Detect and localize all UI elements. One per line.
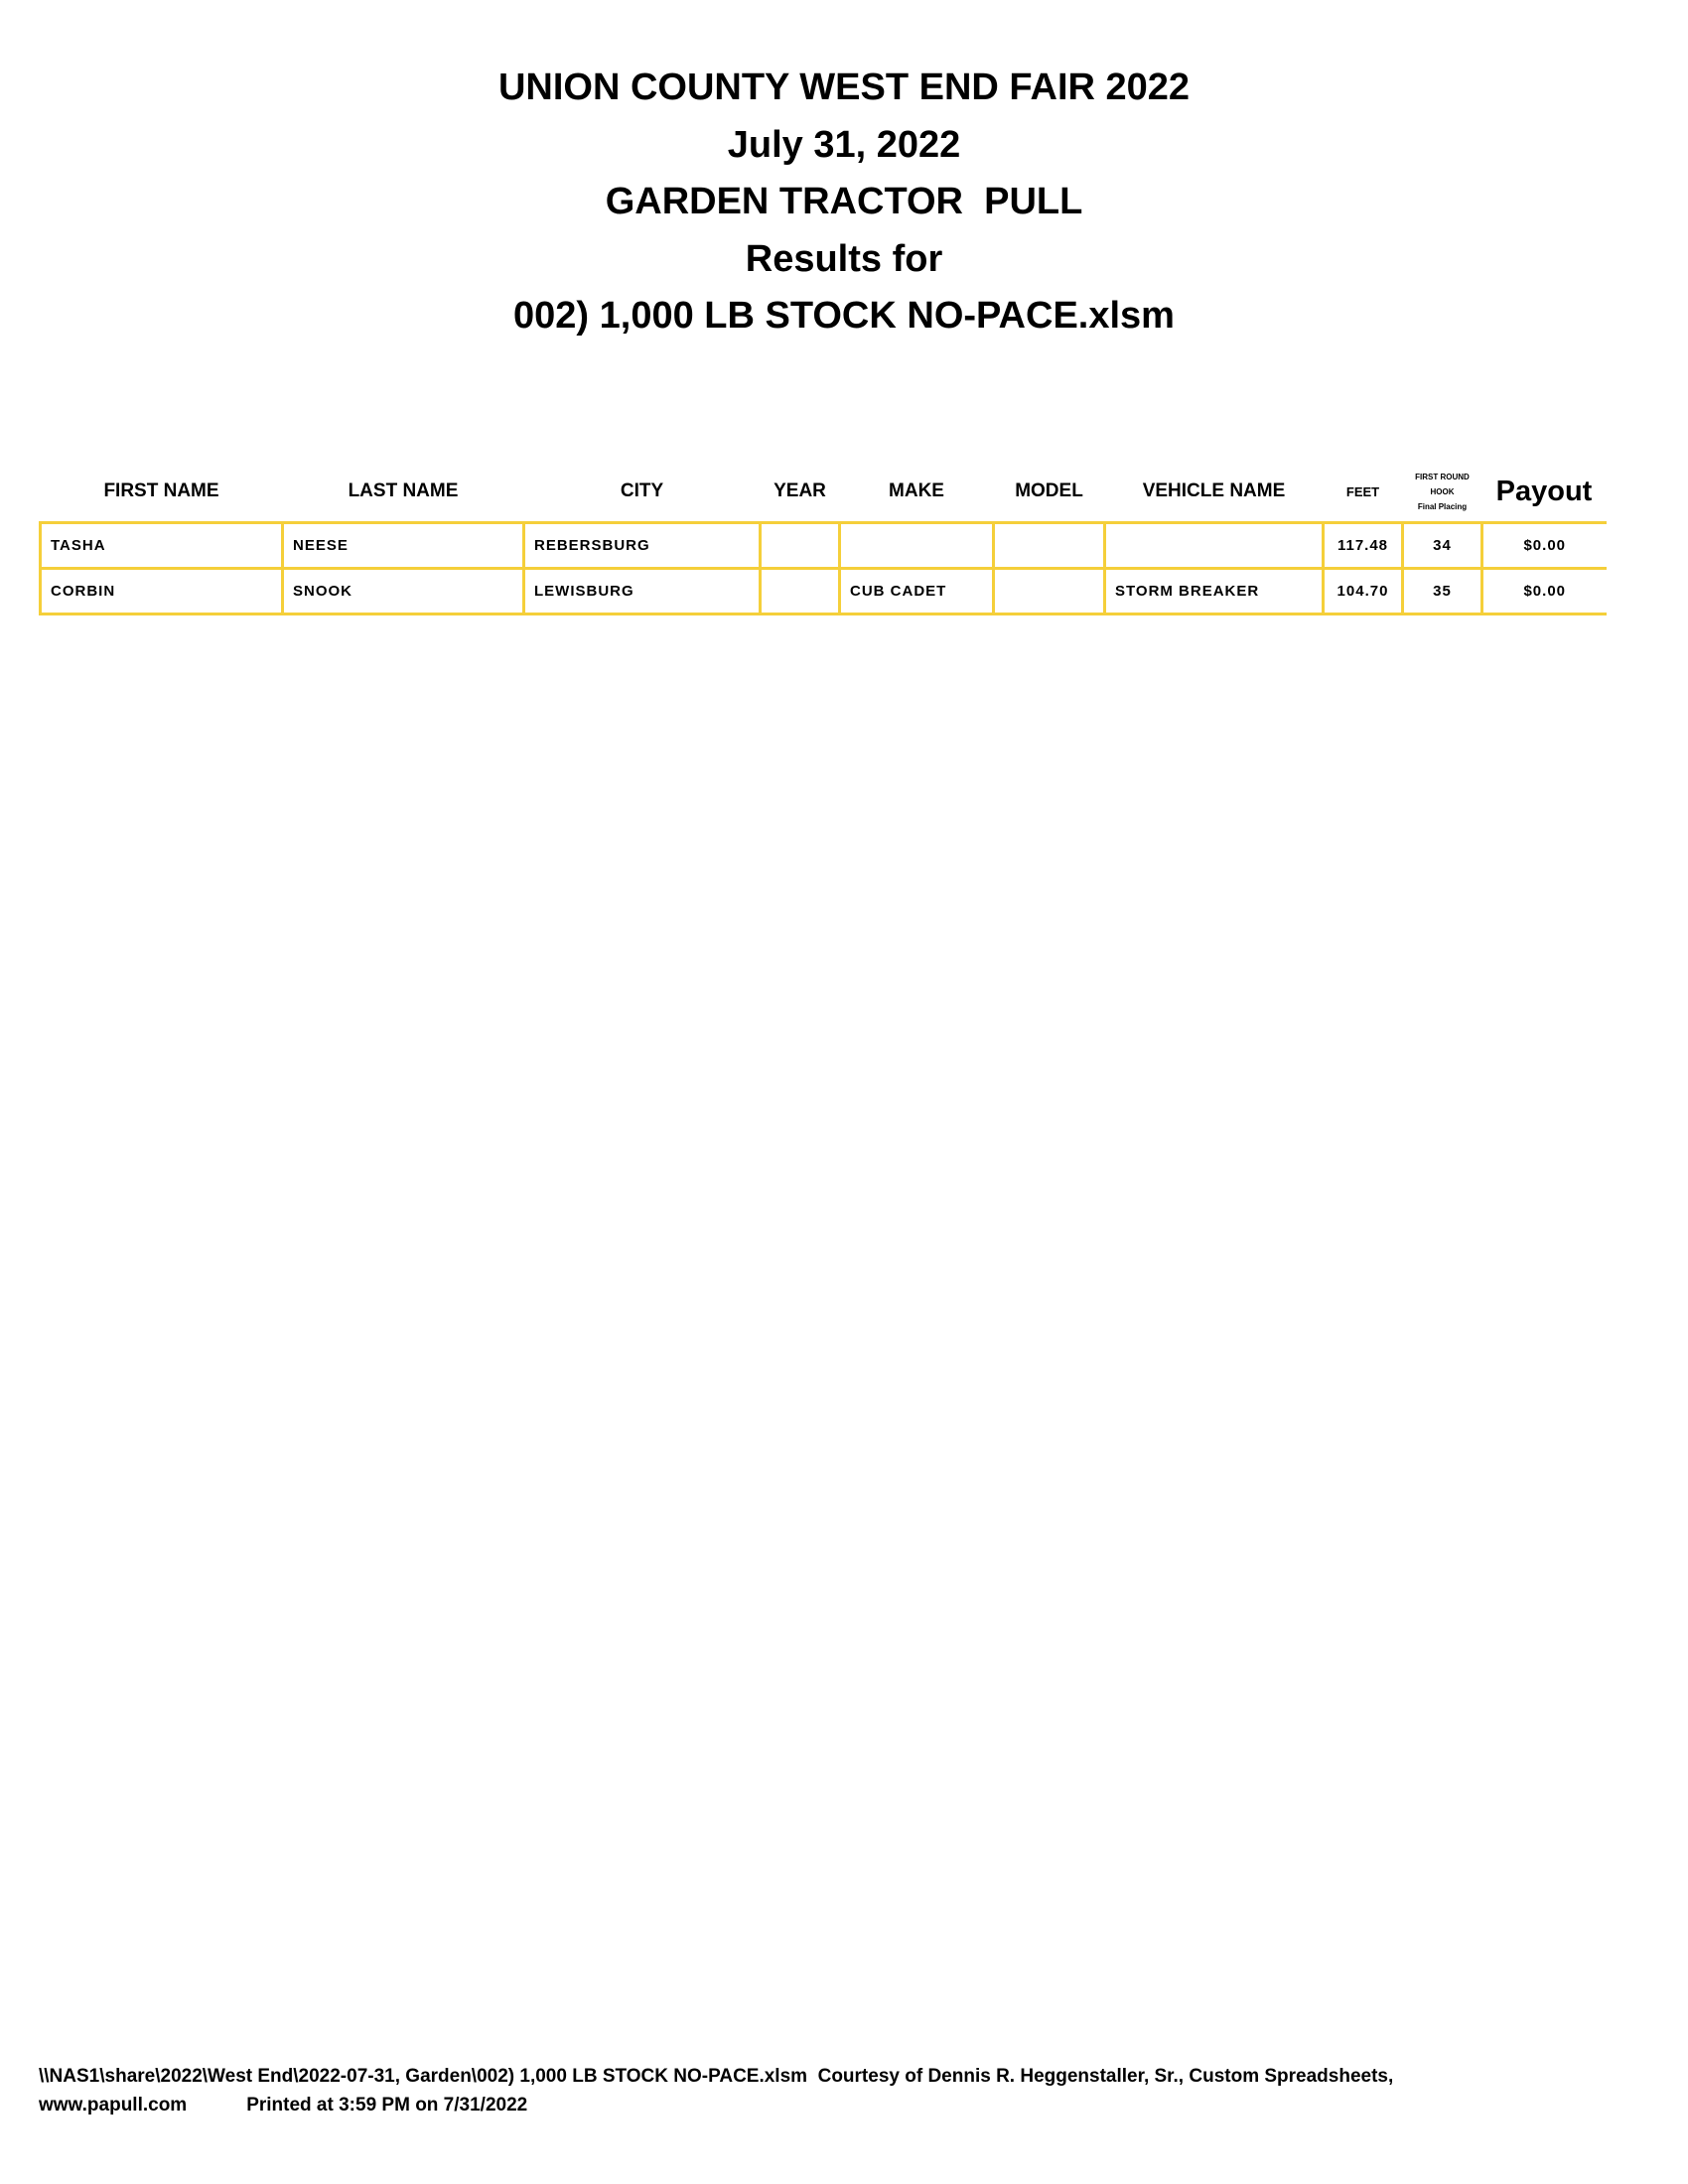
report-header — [0, 60, 1688, 345]
header-first-name: FIRST NAME — [103, 480, 219, 501]
cell-city: REBERSBURG — [524, 523, 761, 569]
event-name: GARDEN TRACTOR PULL — [605, 181, 1083, 222]
results-for-label: Results for — [745, 237, 943, 280]
footer-printed-timestamp: Printed at 3:59 PM on 7/31/2022 — [246, 2095, 528, 2116]
cell-year — [761, 569, 840, 614]
fair-title: UNION COUNTY WEST END FAIR 2022 — [497, 67, 1191, 108]
cell-last-name: SNOOK — [283, 569, 524, 614]
cell-model — [994, 523, 1105, 569]
cell-make — [840, 523, 994, 569]
header-vehicle-name: VEHICLE NAME — [1142, 480, 1286, 501]
cell-feet: 104.70 — [1324, 569, 1403, 614]
footer-website: www.papull.com — [39, 2095, 188, 2116]
table-row — [41, 523, 1607, 569]
header-model: MODEL — [1015, 480, 1083, 501]
cell-payout: $0.00 — [1482, 569, 1607, 614]
header-year: YEAR — [774, 480, 826, 501]
header-city: CITY — [620, 480, 664, 501]
cell-first-name: CORBIN — [41, 569, 283, 614]
cell-make: CUB CADET — [840, 569, 994, 614]
cell-model — [994, 569, 1105, 614]
header-first-round-hook — [1403, 462, 1482, 523]
cell-feet: 117.48 — [1324, 523, 1403, 569]
header-hook-line-3: Final Placing — [1417, 501, 1468, 511]
cell-vehicle-name: STORM BREAKER — [1105, 569, 1324, 614]
results-table — [39, 462, 1607, 615]
header-payout: Payout — [1495, 475, 1593, 507]
cell-last-name: NEESE — [283, 523, 524, 569]
header-hook-line-2: HOOK — [1430, 486, 1455, 496]
header-make: MAKE — [889, 480, 944, 501]
cell-vehicle-name — [1105, 523, 1324, 569]
header-hook-line-1: FIRST ROUND — [1415, 472, 1470, 481]
cell-city: LEWISBURG — [524, 569, 761, 614]
class-file-name: 002) 1,000 LB STOCK NO-PACE.xlsm — [513, 295, 1175, 337]
page-footer — [39, 2062, 1667, 2119]
event-date: July 31, 2022 — [727, 123, 961, 166]
footer-second-line — [39, 2091, 1667, 2119]
cell-first-name: TASHA — [41, 523, 283, 569]
cell-year — [761, 523, 840, 569]
footer-file-path: \\NAS1\share\2022\West End\2022-07-31, Garden\002) 1,000 LB STOCK NO-PACE.xlsm Courtesy of Dennis R. Heggenstaller, Sr., Custom Spreadsheets, — [39, 2066, 1394, 2087]
cell-hook: 35 — [1403, 569, 1482, 614]
table-row — [41, 569, 1607, 614]
header-last-name: LAST NAME — [348, 480, 459, 501]
table-header-row — [41, 462, 1607, 523]
header-feet: FEET — [1345, 483, 1380, 499]
cell-hook: 34 — [1403, 523, 1482, 569]
cell-payout: $0.00 — [1482, 523, 1607, 569]
